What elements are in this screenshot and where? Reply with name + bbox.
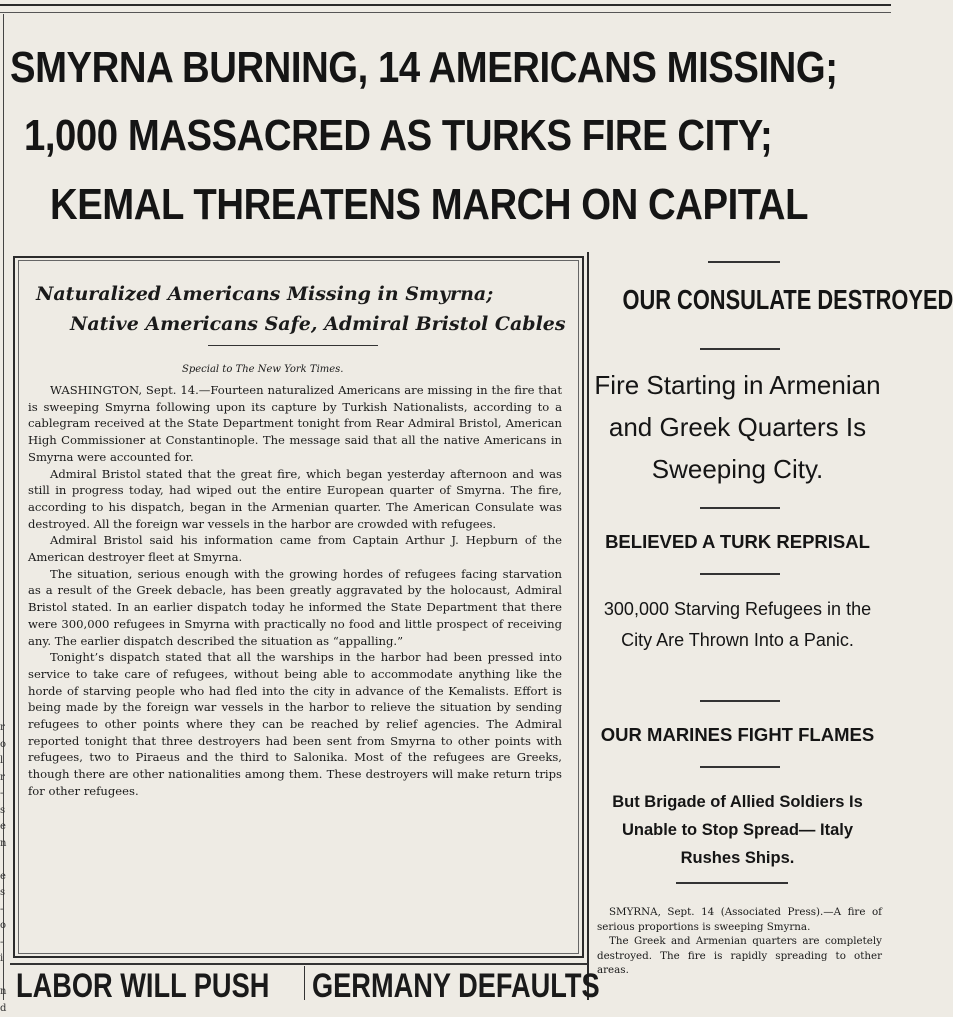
top-border-rule-thin xyxy=(0,12,891,13)
deck-divider xyxy=(700,573,780,575)
deck-consulate-destroyed: OUR CONSULATE DESTROYED xyxy=(622,284,953,315)
story-paragraph: Admiral Bristol said his information came from Captain Arthur J. Hepburn of the American destroyer fleet at Smyrna. xyxy=(28,533,562,565)
margin-text-fragment: r o l r - s e n e s - o - i n d xyxy=(0,722,7,1014)
dispatch-paragraph: The Greek and Armenian quarters are completely destroyed. The fire is rapidly spreading to other areas. xyxy=(597,935,882,976)
bottom-headline-right: GERMANY DEFAULTS xyxy=(312,967,600,1005)
story-credit: Special to The New York Times. xyxy=(182,364,344,375)
deck-divider xyxy=(676,882,788,884)
subhead-divider xyxy=(208,345,378,346)
bottom-column-divider xyxy=(304,966,305,1000)
column-divider xyxy=(587,252,589,1000)
top-border-rule xyxy=(0,4,891,6)
deck-divider xyxy=(700,700,780,702)
headline-line-1: SMYRNA BURNING, 14 AMERICANS MISSING; xyxy=(10,43,838,92)
story-paragraph: The situation, serious enough with the growing hordes of refugees facing starvation as a result of the Greek debacle, has been greatly aggravated by the holocaust, Admiral Bristol stated. In an earlier dispatch today he informed the State Department that there were 300,000 refugees in Smyrna with practically no food and little prospect of receiving any. The earlier dispatch described the situation as “appalling.” xyxy=(28,566,562,648)
deck-divider xyxy=(700,507,780,509)
deck-divider xyxy=(708,261,780,263)
headline-line-3: KEMAL THREATENS MARCH ON CAPITAL xyxy=(50,180,809,229)
smyrna-dispatch xyxy=(597,905,882,978)
deck-divider xyxy=(700,348,780,350)
deck-starving-refugees: 300,000 Starving Refugees in the City Are Thrown Into a Panic. xyxy=(603,599,872,650)
deck-divider xyxy=(700,766,780,768)
bottom-divider xyxy=(10,963,588,965)
deck-turk-reprisal: BELIEVED A TURK REPRISAL xyxy=(605,531,870,552)
bottom-headline-left: LABOR WILL PUSH xyxy=(16,967,270,1005)
story-paragraph: Admiral Bristol stated that the great fire, which began yesterday afternoon and was still in progress today, had wiped out the entire European quarter of Smyrna. The fire, according to his dispatch, began in the Armenian quarter. The American Consulate was destroyed. All the foreign war vessels in the harbor are crowded with refugees. xyxy=(28,466,562,531)
story-subhead-2: Native Americans Safe, Admiral Bristol Cables xyxy=(70,313,566,335)
deck-allied-brigade: But Brigade of Allied Soldiers Is Unable to Stop Spread— Italy Rushes Ships. xyxy=(612,793,863,867)
deck-marines-fight-flames: OUR MARINES FIGHT FLAMES xyxy=(600,724,875,745)
story-paragraph: Tonight’s dispatch stated that all the warships in the harbor had been pressed into service to take care of refugees, without being able to accommodate anything like the horde of starving people who had fled into the city in advance of the Kemalists. Effort is being made by the foreign war vessels in the harbor to relieve the situation by sending refugees to other points where they can be reached by relief agencies. The Admiral reported tonight that three destroyers had been sent from Smyrna to other points with refugees, two to Piraeus and the third to Salonika. Most of the refugees are Greeks, though there are other nationalities among them. These destroyers will make return trips for other refugees. xyxy=(28,650,562,798)
story-body xyxy=(28,382,562,800)
dispatch-paragraph: SMYRNA, Sept. 14 (Associated Press).—A fire of serious proportions is sweeping Smyrna. xyxy=(597,906,882,933)
story-subhead-1: Naturalized Americans Missing in Smyrna; xyxy=(36,283,494,305)
headline-line-2: 1,000 MASSACRED AS TURKS FIRE CITY; xyxy=(24,111,773,160)
story-paragraph: WASHINGTON, Sept. 14.—Fourteen naturalized Americans are missing in the fire that is sweeping Smyrna following upon its capture by Turkish Nationalists, according to a cablegram received at the State Department tonight from Rear Admiral Bristol, American High Commissioner at Constantinople. The message said that all the native Americans in Smyrna were accounted for. xyxy=(28,383,562,464)
deck-fire-starting: Fire Starting in Armenian and Greek Quarters Is Sweeping City. xyxy=(594,370,881,484)
